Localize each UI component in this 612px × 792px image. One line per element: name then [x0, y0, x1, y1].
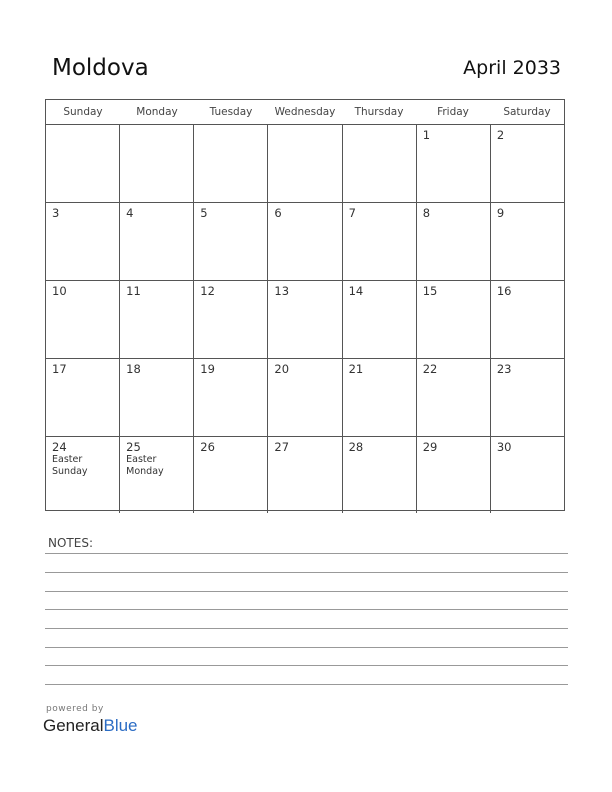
holiday-label: Monday: [126, 466, 164, 477]
day-number: 12: [200, 284, 215, 298]
day-number: 2: [496, 128, 505, 142]
day-cell[interactable]: [46, 281, 119, 358]
day-number: 28: [348, 440, 364, 454]
day-cell[interactable]: [342, 359, 416, 436]
day-number: 8: [422, 206, 431, 220]
day-number: 20: [274, 362, 290, 376]
holiday-label: Easter: [52, 454, 83, 465]
notes-line: [45, 665, 568, 666]
day-number: 3: [52, 206, 60, 220]
day-number: 30: [496, 440, 512, 454]
weekday-monday: Monday: [136, 106, 178, 118]
day-cell[interactable]: [342, 437, 416, 513]
day-cell[interactable]: [267, 437, 341, 513]
day-cell[interactable]: [193, 437, 267, 513]
notes-line: [45, 572, 568, 573]
day-cell[interactable]: [267, 281, 341, 358]
brand-blue: Blue: [103, 716, 138, 735]
day-number: 7: [348, 206, 356, 220]
notes-line: [45, 591, 568, 592]
month-title: April 2033: [463, 57, 561, 79]
day-number: 23: [496, 362, 512, 376]
day-cell[interactable]: [490, 437, 564, 513]
day-cell[interactable]: [342, 203, 416, 280]
day-cell[interactable]: [416, 437, 490, 513]
weekday-sunday: Sunday: [63, 106, 103, 118]
notes-line: [45, 553, 568, 554]
holiday-label: Easter: [126, 454, 157, 465]
generalblue-logo[interactable]: [43, 716, 138, 736]
day-cell[interactable]: [416, 125, 490, 202]
day-cell[interactable]: [193, 359, 267, 436]
day-cell[interactable]: [193, 125, 267, 202]
day-number: 5: [200, 206, 208, 220]
notes-line: [45, 609, 568, 610]
day-cell[interactable]: [490, 359, 564, 436]
week-row: [46, 281, 564, 359]
week-row: [46, 437, 564, 513]
day-cell[interactable]: [416, 359, 490, 436]
day-cell[interactable]: [342, 125, 416, 202]
day-cell[interactable]: [490, 203, 564, 280]
day-cell[interactable]: [193, 281, 267, 358]
day-cell[interactable]: [267, 125, 341, 202]
day-cell[interactable]: [46, 437, 119, 513]
day-number: 6: [274, 206, 282, 220]
calendar-grid: [45, 99, 565, 511]
week-row: [46, 203, 564, 281]
day-number: 1: [422, 128, 431, 142]
day-number: 4: [126, 206, 134, 220]
week-row: [46, 125, 564, 203]
day-number: 9: [496, 206, 505, 220]
holiday-label: Sunday: [52, 466, 88, 477]
notes-line: [45, 647, 568, 648]
week-row: [46, 359, 564, 437]
day-cell[interactable]: [342, 281, 416, 358]
weekday-tuesday: Tuesday: [209, 106, 253, 118]
powered-by-label: powered by: [46, 704, 104, 714]
day-number: 21: [348, 362, 364, 376]
day-cell[interactable]: [490, 125, 564, 202]
day-cell[interactable]: [416, 203, 490, 280]
weekday-thursday: Thursday: [354, 106, 404, 118]
day-cell[interactable]: [416, 281, 490, 358]
day-number: 17: [52, 362, 67, 376]
day-cell[interactable]: [267, 203, 341, 280]
day-number: 18: [126, 362, 141, 376]
day-number: 24: [52, 440, 67, 454]
day-number: 15: [422, 284, 438, 298]
day-cell[interactable]: [267, 359, 341, 436]
day-number: 13: [274, 284, 290, 298]
weekday-friday: Friday: [437, 106, 469, 118]
day-number: 19: [200, 362, 215, 376]
country-title: Moldova: [52, 55, 149, 81]
day-number: 22: [422, 362, 438, 376]
day-number: 16: [496, 284, 512, 298]
day-cell[interactable]: [46, 359, 119, 436]
day-number: 25: [126, 440, 141, 454]
day-cell[interactable]: [490, 281, 564, 358]
notes-line: [45, 628, 568, 629]
day-cell[interactable]: [193, 203, 267, 280]
brand-general: General: [43, 716, 104, 735]
weekday-saturday: Saturday: [503, 106, 551, 118]
notes-label: NOTES:: [48, 536, 93, 550]
day-number: 29: [422, 440, 438, 454]
day-number: 27: [274, 440, 290, 454]
day-number: 26: [200, 440, 215, 454]
day-number: 14: [348, 284, 364, 298]
weekday-wednesday: Wednesday: [274, 106, 336, 118]
day-cell[interactable]: [119, 203, 193, 280]
day-cell[interactable]: [46, 125, 119, 202]
weekday-header: [46, 100, 564, 125]
notes-line: [45, 684, 568, 685]
day-number: 11: [126, 284, 141, 298]
day-number: 10: [52, 284, 67, 298]
day-cell[interactable]: [119, 437, 193, 513]
day-cell[interactable]: [119, 359, 193, 436]
day-cell[interactable]: [119, 125, 193, 202]
day-cell[interactable]: [46, 203, 119, 280]
day-cell[interactable]: [119, 281, 193, 358]
